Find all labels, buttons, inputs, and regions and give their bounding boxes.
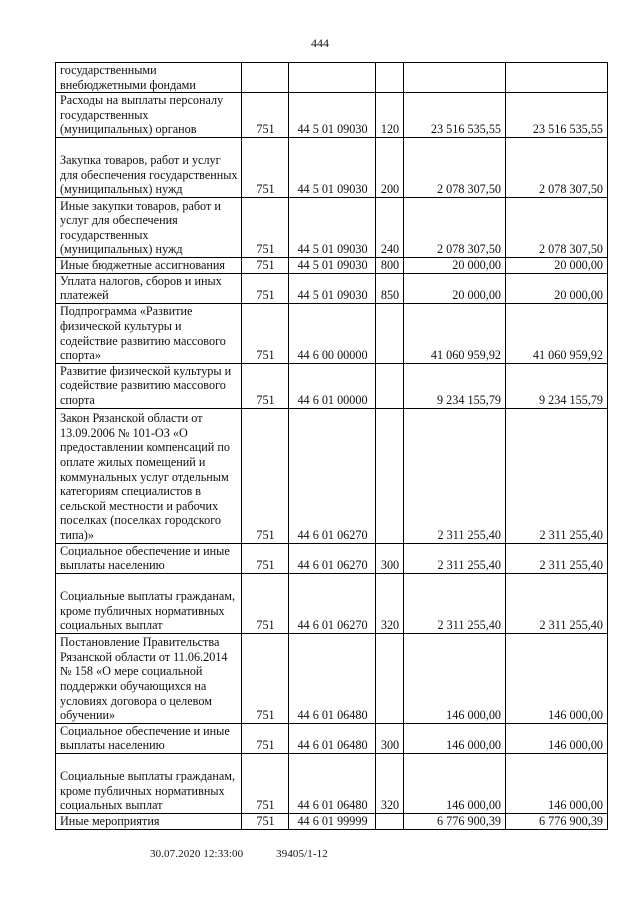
- target-article-code-cell: 44 6 01 06480: [289, 633, 376, 723]
- amount-total-cell: 2 078 307,50: [506, 137, 608, 197]
- target-article-code-cell: 44 6 01 06270: [289, 573, 376, 633]
- target-article-code-cell: [289, 63, 376, 93]
- grbs-code-cell: 751: [242, 813, 289, 829]
- amount-total-cell: 146 000,00: [506, 723, 608, 753]
- amount-total-cell: 20 000,00: [506, 273, 608, 303]
- footer: [150, 848, 328, 860]
- budget-table: [55, 62, 608, 830]
- expense-type-code-cell: 300: [376, 543, 404, 573]
- item-name-cell: Социальные выплаты гражданам, кроме публичных нормативных социальных выплат: [56, 753, 242, 813]
- item-name-cell: Подпрограмма «Развитие физической культуры и содействие развитию массового спорта»: [56, 303, 242, 363]
- table-row: [56, 137, 608, 197]
- target-article-code-cell: 44 6 01 06270: [289, 543, 376, 573]
- grbs-code-cell: 751: [242, 723, 289, 753]
- expense-type-code-cell: [376, 633, 404, 723]
- budget-table-body: [56, 63, 608, 830]
- grbs-code-cell: 751: [242, 633, 289, 723]
- expense-type-code-cell: [376, 813, 404, 829]
- grbs-code-cell: 751: [242, 753, 289, 813]
- grbs-code-cell: 751: [242, 197, 289, 257]
- expense-type-code-cell: 240: [376, 197, 404, 257]
- item-name-cell: Иные мероприятия: [56, 813, 242, 829]
- item-name-cell: государственными внебюджетными фондами: [56, 63, 242, 93]
- target-article-code-cell: 44 6 00 00000: [289, 303, 376, 363]
- grbs-code-cell: 751: [242, 257, 289, 273]
- footer-doc-code: 39405/1-12: [276, 848, 328, 860]
- target-article-code-cell: 44 6 01 00000: [289, 363, 376, 408]
- expense-type-code-cell: [376, 303, 404, 363]
- amount-planned-cell: 9 234 155,79: [404, 363, 506, 408]
- expense-type-code-cell: [376, 363, 404, 408]
- table-row: [56, 93, 608, 138]
- expense-type-code-cell: 300: [376, 723, 404, 753]
- amount-total-cell: 146 000,00: [506, 633, 608, 723]
- amount-total-cell: 23 516 535,55: [506, 93, 608, 138]
- grbs-code-cell: 751: [242, 303, 289, 363]
- target-article-code-cell: 44 6 01 06480: [289, 753, 376, 813]
- amount-total-cell: 2 311 255,40: [506, 573, 608, 633]
- amount-total-cell: 6 776 900,39: [506, 813, 608, 829]
- table-row: [56, 813, 608, 829]
- table-row: [56, 63, 608, 93]
- expense-type-code-cell: 120: [376, 93, 404, 138]
- amount-planned-cell: 2 311 255,40: [404, 543, 506, 573]
- item-name-cell: Социальное обеспечение и иные выплаты населению: [56, 543, 242, 573]
- grbs-code-cell: 751: [242, 573, 289, 633]
- target-article-code-cell: 44 6 01 06480: [289, 723, 376, 753]
- target-article-code-cell: 44 5 01 09030: [289, 197, 376, 257]
- amount-planned-cell: 2 078 307,50: [404, 197, 506, 257]
- table-row: [56, 363, 608, 408]
- grbs-code-cell: 751: [242, 273, 289, 303]
- amount-planned-cell: 41 060 959,92: [404, 303, 506, 363]
- amount-planned-cell: 146 000,00: [404, 753, 506, 813]
- table-row: [56, 273, 608, 303]
- item-name-cell: Иные закупки товаров, работ и услуг для обеспечения государственных (муниципальных) нужд: [56, 197, 242, 257]
- amount-planned-cell: 2 078 307,50: [404, 137, 506, 197]
- expense-type-code-cell: 850: [376, 273, 404, 303]
- amount-total-cell: 41 060 959,92: [506, 303, 608, 363]
- target-article-code-cell: 44 5 01 09030: [289, 273, 376, 303]
- item-name-cell: Постановление Правительства Рязанской области от 11.06.2014 № 158 «О мере социальной поддержки обучающихся на условиях договора о целевом обучении»: [56, 633, 242, 723]
- grbs-code-cell: 751: [242, 543, 289, 573]
- item-name-cell: Расходы на выплаты персоналу государственных (муниципальных) органов: [56, 93, 242, 138]
- grbs-code-cell: 751: [242, 137, 289, 197]
- page-number: 444: [311, 36, 329, 50]
- amount-planned-cell: 146 000,00: [404, 633, 506, 723]
- expense-type-code-cell: 800: [376, 257, 404, 273]
- amount-total-cell: 146 000,00: [506, 753, 608, 813]
- amount-planned-cell: 6 776 900,39: [404, 813, 506, 829]
- footer-timestamp: 30.07.2020 12:33:00: [150, 848, 244, 860]
- table-row: [56, 197, 608, 257]
- item-name-cell: Закон Рязанской области от 13.09.2006 № 101-ОЗ «О предоставлении компенсаций по оплате жилых помещений и коммунальных услуг отдельным категориям специалистов в сельской местности и рабочих поселках (поселках городского типа)»: [56, 408, 242, 543]
- expense-type-code-cell: [376, 63, 404, 93]
- expense-type-code-cell: 320: [376, 753, 404, 813]
- expense-type-code-cell: 320: [376, 573, 404, 633]
- amount-total-cell: 2 311 255,40: [506, 543, 608, 573]
- target-article-code-cell: 44 6 01 06270: [289, 408, 376, 543]
- table-row: [56, 723, 608, 753]
- amount-planned-cell: 20 000,00: [404, 273, 506, 303]
- table-row: [56, 543, 608, 573]
- amount-planned-cell: 20 000,00: [404, 257, 506, 273]
- amount-planned-cell: 146 000,00: [404, 723, 506, 753]
- amount-total-cell: 9 234 155,79: [506, 363, 608, 408]
- amount-planned-cell: [404, 63, 506, 93]
- table-row: [56, 408, 608, 543]
- amount-planned-cell: 2 311 255,40: [404, 408, 506, 543]
- target-article-code-cell: 44 5 01 09030: [289, 257, 376, 273]
- target-article-code-cell: 44 5 01 09030: [289, 137, 376, 197]
- table-row: [56, 257, 608, 273]
- target-article-code-cell: 44 6 01 99999: [289, 813, 376, 829]
- amount-total-cell: [506, 63, 608, 93]
- item-name-cell: Социальное обеспечение и иные выплаты населению: [56, 723, 242, 753]
- item-name-cell: Уплата налогов, сборов и иных платежей: [56, 273, 242, 303]
- table-row: [56, 753, 608, 813]
- amount-total-cell: 20 000,00: [506, 257, 608, 273]
- grbs-code-cell: 751: [242, 408, 289, 543]
- table-row: [56, 303, 608, 363]
- item-name-cell: Иные бюджетные ассигнования: [56, 257, 242, 273]
- expense-type-code-cell: [376, 408, 404, 543]
- expense-type-code-cell: 200: [376, 137, 404, 197]
- table-row: [56, 573, 608, 633]
- grbs-code-cell: 751: [242, 363, 289, 408]
- item-name-cell: Социальные выплаты гражданам, кроме публичных нормативных социальных выплат: [56, 573, 242, 633]
- target-article-code-cell: 44 5 01 09030: [289, 93, 376, 138]
- amount-total-cell: 2 311 255,40: [506, 408, 608, 543]
- item-name-cell: Развитие физической культуры и содействие развитию массового спорта: [56, 363, 242, 408]
- amount-planned-cell: 23 516 535,55: [404, 93, 506, 138]
- grbs-code-cell: 751: [242, 93, 289, 138]
- grbs-code-cell: [242, 63, 289, 93]
- table-row: [56, 633, 608, 723]
- item-name-cell: Закупка товаров, работ и услуг для обеспечения государственных (муниципальных) нужд: [56, 137, 242, 197]
- amount-total-cell: 2 078 307,50: [506, 197, 608, 257]
- amount-planned-cell: 2 311 255,40: [404, 573, 506, 633]
